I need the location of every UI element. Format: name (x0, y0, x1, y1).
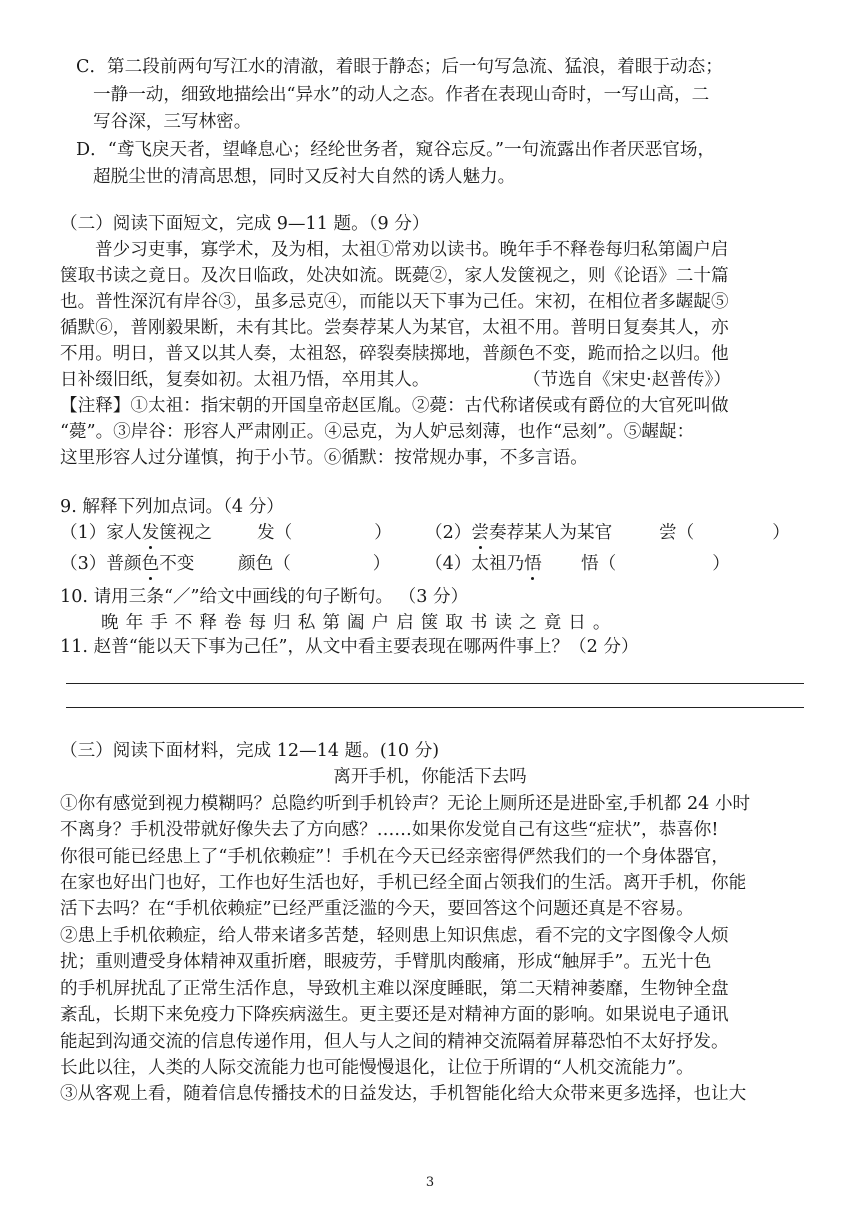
article-line-2: 不离身？手机没带就好像失去了方向感？……如果你发觉自己有这些“症状”，恭喜你! (60, 820, 719, 840)
passage-line-1: 普少习吏事，寡学术，及为相，太祖①常劝以读书。晚年手不释卷每归私第阖户启 (95, 240, 729, 260)
answer-line-2[interactable] (66, 707, 804, 708)
notes-line-2: “薨”。③岸谷：形容人严肃刚正。④忌克，为人妒忌刻薄，也作“忌刻”。⑤龌龊： (60, 422, 695, 442)
passage-line-2: 箧取书读之竟日。及次日临政，处决如流。既薨②，家人发箧视之，则《论语》二十篇 (60, 266, 729, 286)
option-d-line-1: D．“鸢飞戾天者，望峰息心；经纶世务者，窥谷忘反。”一句流露出作者厌恶官场， (76, 140, 716, 160)
option-c-line-1: C．第二段前两句写江水的清澈，着眼于静态；后一句写急流、猛浪，着眼于动态； (76, 57, 723, 77)
q9-item-4: （4）太祖乃悟 (425, 554, 542, 574)
q9-item-3-answer: 颜色（ ） (238, 554, 391, 574)
article-line-8: 的手机屏扰乱了正常生活作息，导致机主难以深度睡眠，第二天精神萎靡，生物钟全盘 (60, 979, 729, 999)
page-number: 3 (425, 1175, 435, 1190)
q11-stem: 11. 赵普“能以天下事为己任”，从文中看主要表现在哪两件事上？（2 分） (60, 637, 639, 657)
passage-source: （节选自《宋史·赵普传》） (523, 370, 731, 390)
dotted-char: 发 (141, 523, 160, 543)
article-line-1: ①你有感觉到视力模糊吗？总隐约听到手机铃声？无论上厕所还是进卧室,手机都 24 小时 (60, 794, 751, 814)
article-line-7: 扰；重则遭受身体精神双重折磨，眼疲劳，手臂肌肉酸痛，形成“触屏手”。五光十色 (60, 952, 712, 972)
dotted-char: 悟 (524, 554, 542, 574)
q9-item-2-answer: 尝（ ） (659, 523, 790, 543)
q9-stem: 9. 解释下列加点词。（4 分） (60, 497, 284, 517)
q10-sentence: 晚年手不释卷每归私第阖户启箧取书读之竟日。 (101, 613, 618, 633)
q9-item-2: （2）尝奏荐某人为某官 (425, 523, 613, 543)
article-line-9: 紊乱，长期下来免疫力下降疾病滋生。更主要还是对精神方面的影响。如果说电子通讯 (60, 1005, 729, 1025)
notes-line-1: 【注释】①太祖：指宋朝的开国皇帝赵匡胤。②薨：古代称诸侯或有爵位的大官死叫做 (60, 396, 729, 416)
article-line-10: 能起到沟通交流的信息传递作用，但人与人之间的精神交流隔着屏幕恐怕不太好抒发。 (60, 1032, 729, 1052)
dotted-char: 色 (141, 554, 160, 574)
passage-line-3: 也。普性深沉有岸谷③，虽多忌克④，而能以天下事为己任。宋初，在相位者多龌龊⑤ (60, 292, 729, 312)
q10-stem: 10. 请用三条“／”给文中画线的句子断句。 （3 分） (60, 587, 469, 607)
q9-item-1: （1）家人发箧视之 (60, 523, 212, 543)
answer-line-1[interactable] (66, 683, 804, 684)
option-c-line-2: 一静一动，细致地描绘出“异水”的动人之态。作者在表现山奇时，一写山高，二 (93, 85, 710, 105)
section3-heading: （三）阅读下面材料，完成 12—14 题。(10 分) (60, 741, 440, 761)
option-d-line-2: 超脱尘世的清高思想，同时又反衬大自然的诱人魅力。 (93, 167, 516, 187)
passage-line-4: 循默⑥，普刚毅果断，未有其比。尝奏荐某人为某官，太祖不用。普明日复奏其人，亦 (60, 318, 729, 338)
article-line-12: ③从客观上看，随着信息传播技术的日益发达，手机智能化给大众带来更多选择，也让大 (60, 1084, 747, 1104)
passage-line-6: 日补缀旧纸，复奏如初。太祖乃悟，卒用其人。 (60, 370, 430, 390)
article-line-4: 在家也好出门也好，工作也好生活也好，手机已经全面占领我们的生活。离开手机，你能 (60, 873, 747, 893)
q9-item-1-answer: 发（ ） (257, 523, 392, 543)
article-line-11: 长此以往，人类的人际交流能力也可能慢慢退化，让位于所谓的“人机交流能力”。 (60, 1058, 694, 1078)
passage-line-5: 不用。明日，普又以其人奏，太祖怒，碎裂奏牍掷地，普颜色不变，跪而拾之以归。他 (60, 344, 729, 364)
q9-item-4-answer: 悟（ ） (581, 554, 730, 574)
article-title: 离开手机，你能活下去吗 (333, 767, 527, 787)
option-c-line-3: 写谷深，三写林密。 (93, 112, 252, 132)
article-line-5: 活下去吗？在“手机依赖症”已经严重泛滥的今天，要回答这个问题还真是不容易。 (60, 899, 694, 919)
dotted-char: 尝 (471, 523, 489, 543)
section2-heading: （二）阅读下面短文，完成 9—11 题。（9 分） (60, 214, 430, 234)
q9-item-3: （3）普颜色不变 (60, 554, 195, 574)
notes-line-3: 这里形容人过分谨慎，拘于小节。⑥循默：按常规办事，不多言语。 (60, 448, 588, 468)
article-line-6: ②患上手机依赖症，给人带来诸多苦楚，轻则患上知识焦虑，看不完的文字图像令人烦 (60, 926, 729, 946)
article-line-3: 你很可能已经患上了“手机依赖症”！手机在今天已经亲密得俨然我们的一个身体器官， (60, 847, 729, 867)
